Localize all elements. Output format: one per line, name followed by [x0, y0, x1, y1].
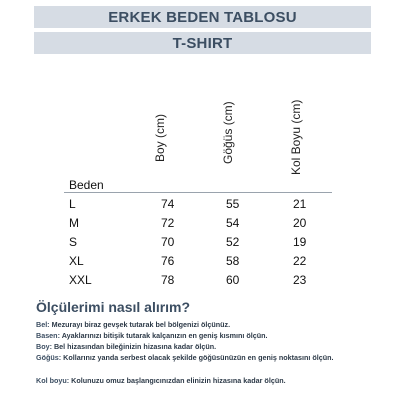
measurement-value: 74: [161, 197, 175, 211]
measurement-value: 55: [226, 197, 240, 211]
chart-title: ERKEK BEDEN TABLOSU: [108, 8, 297, 26]
row-header-beden: Beden: [69, 178, 104, 192]
column-header-gogus: Göğüs (cm): [221, 101, 235, 164]
chart-title-banner: [34, 6, 371, 28]
column-header-boy: Boy (cm): [153, 114, 167, 162]
product-type: T-SHIRT: [172, 34, 233, 52]
measurement-value: 72: [161, 216, 175, 230]
guide-note: Basen: Ayaklarınızı bitişik tutarak kalçanızın en geniş kısmını ölçün.: [36, 331, 268, 340]
guide-note: Bel: Mezurayı biraz gevşek tutarak bel bölgenizi ölçünüz.: [36, 320, 231, 329]
measurement-value: 76: [161, 254, 175, 268]
size-label: M: [69, 216, 79, 230]
measurement-value: 78: [161, 273, 175, 287]
measurement-value: 60: [226, 273, 240, 287]
column-header-kol-boyu: Kol Boyu (cm): [289, 99, 303, 175]
measurement-value: 70: [161, 235, 175, 249]
measurement-value: 23: [293, 273, 307, 287]
measurement-value: 52: [226, 235, 240, 249]
measurement-value: 19: [293, 235, 307, 249]
measurement-value: 20: [293, 216, 307, 230]
guide-note: Kol boyu: Kolunuzu omuz başlangıcınızdan elinizin hizasına kadar ölçün.: [36, 376, 286, 385]
size-label: S: [69, 235, 78, 249]
measurement-value: 58: [226, 254, 240, 268]
product-type-banner: [34, 32, 371, 54]
measurement-value: 21: [293, 197, 307, 211]
size-label: XL: [69, 254, 84, 268]
measurement-value: 22: [293, 254, 307, 268]
size-label: XXL: [69, 273, 92, 287]
header-divider: [64, 192, 332, 193]
size-label: L: [69, 197, 76, 211]
measurement-value: 54: [226, 216, 240, 230]
guide-note: Boy: Bel hizasından bileğinizin hizasına kadar ölçün.: [36, 342, 217, 351]
guide-note: Göğüs: Kollarınız yanda serbest olacak şekilde göğüsünüzün en geniş noktasını ölçün.: [36, 353, 334, 362]
measure-guide-title: Ölçülerimi nasıl alırım?: [36, 299, 191, 315]
